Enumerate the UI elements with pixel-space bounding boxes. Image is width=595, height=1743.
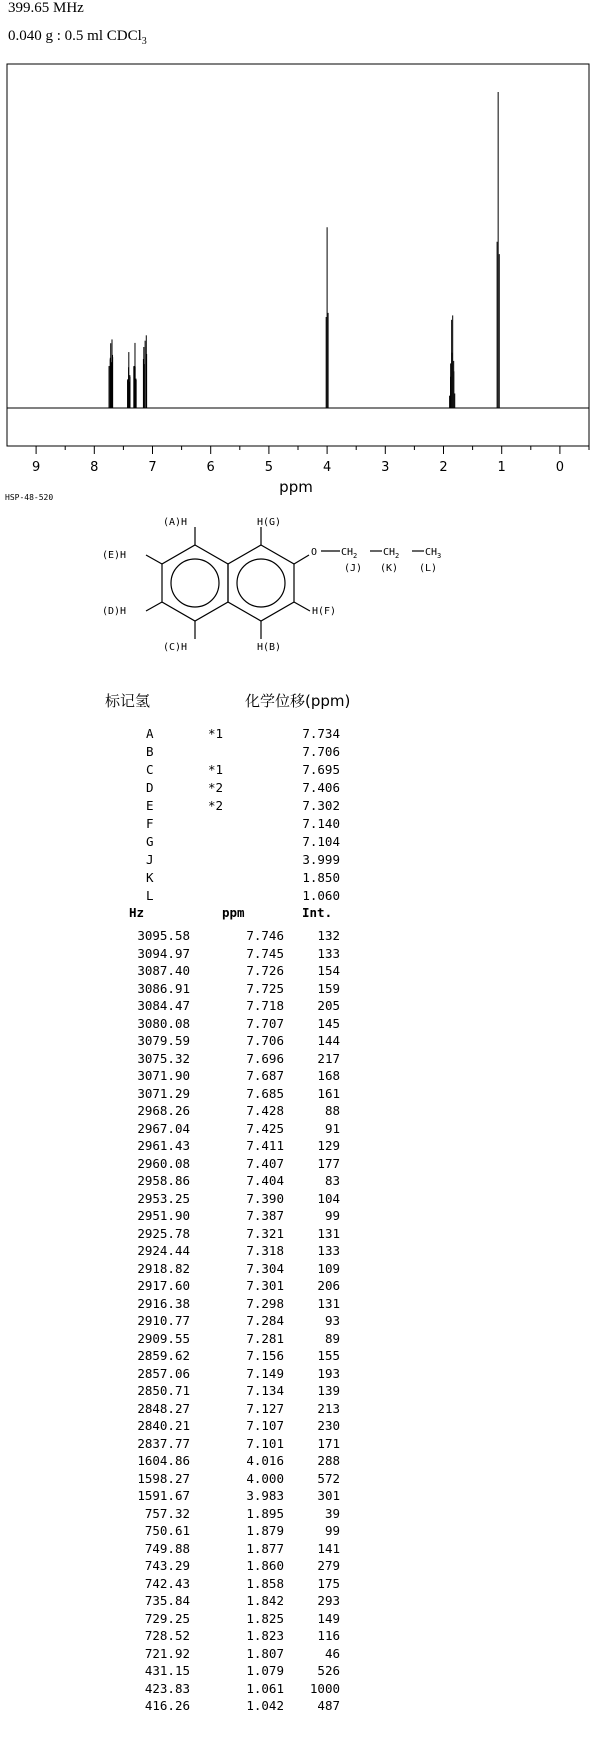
peak-row [0,1593,595,1611]
peak-ppm: 1.842 [246,1593,284,1608]
peak-ppm: 7.428 [246,1103,284,1118]
peak-hz: 2968.26 [137,1103,190,1118]
peak-hz: 431.15 [144,1663,190,1678]
peak-hz: 2859.62 [137,1348,190,1363]
peak-ppm: 7.725 [246,980,284,996]
assignment-label: G [146,834,154,849]
peak-ppm: 3.983 [246,1488,284,1503]
peak-ppm: 7.696 [246,1050,284,1066]
peak-hz: 2909.55 [137,1330,190,1346]
x-tick-label: 4 [322,460,332,475]
peak-intensity: 133 [317,945,340,961]
x-tick-label: 1 [497,460,506,475]
peak-hz: 757.32 [144,1505,190,1521]
assignment-row [0,798,595,816]
peak-hz: 743.29 [144,1558,190,1573]
peak-ppm: 7.156 [246,1348,284,1363]
peak-intensity: 205 [317,998,340,1013]
peak-ppm: 7.390 [246,1190,284,1206]
x-tick-label: 7 [148,460,157,475]
peak-ppm: 7.101 [246,1435,284,1451]
assignment-shift: 7.302 [302,798,340,813]
peak-ppm: 7.687 [246,1068,284,1083]
peak-hz: 2925.78 [137,1225,190,1241]
peak-hz: 1598.27 [137,1470,190,1486]
peak-row [0,1628,595,1646]
peak-intensity: 149 [317,1610,340,1626]
assignment-row [0,870,595,888]
label-ch3-l [425,547,441,560]
peak-intensity: 139 [317,1383,340,1398]
peak-series [109,92,499,408]
assignment-row [0,834,595,852]
x-axis-ticks [32,446,589,475]
x-tick-label: 2 [439,460,448,475]
peak-intensity: 145 [317,1015,340,1031]
peak-ppm: 7.304 [246,1260,284,1276]
label-e-h: (E)H [102,550,127,561]
peak-ppm: 7.718 [246,998,284,1013]
peak-intensity: 91 [324,1120,340,1136]
assignment-shift: 7.695 [302,762,340,777]
peak-hz: 729.25 [144,1610,190,1626]
peak-hz: 2951.90 [137,1208,190,1223]
x-tick-label: 0 [555,460,565,475]
peak-intensity: 133 [317,1243,340,1258]
assignment-mark: *1 [208,726,224,741]
peak-hz: 2960.08 [137,1155,190,1171]
label-h-g: H(G) [257,517,282,528]
peak-hz: 749.88 [144,1540,190,1556]
peak-intensity: 159 [317,980,340,996]
peak-hz: 3086.91 [137,980,190,996]
peak-row [0,1331,595,1349]
label-c-h: (C)H [163,642,188,653]
peak-intensity: 88 [324,1103,340,1118]
peak-ppm: 7.404 [246,1173,284,1188]
assignment-row [0,762,595,780]
peak-row [0,1243,595,1261]
spectrometer-frequency: 399.65 MHz [8,0,84,16]
peak-hz: 423.83 [144,1680,190,1696]
peak-ppm: 7.321 [246,1225,284,1241]
peak-ppm: 7.407 [246,1155,284,1171]
peak-row [0,1033,595,1051]
peak-intensity: 39 [324,1505,340,1521]
assignment-shift: 7.406 [302,780,340,795]
label-a-h: (A)H [163,517,188,528]
peak-row [0,1663,595,1681]
plot-frame [7,64,589,446]
peak-intensity: 132 [317,928,340,943]
peak-intensity: 279 [317,1558,340,1573]
molecule-structure [95,505,495,665]
int-header: Int. [302,905,333,920]
peak-ppm: 7.726 [246,963,284,978]
assignment-label: L [146,888,154,903]
label-ch2-k-main: CH [383,547,396,558]
assignment-label: A [146,726,154,741]
label-ch2-j-sub: 2 [353,552,358,560]
peak-row [0,1436,595,1454]
peak-row [0,1611,595,1629]
peak-row [0,1173,595,1191]
assignment-row [0,744,595,762]
assignment-shift: 1.850 [302,870,340,885]
peak-row [0,1506,595,1524]
peak-row [0,1051,595,1069]
peak-ppm: 7.127 [246,1400,284,1416]
peak-intensity: 141 [317,1540,340,1556]
assignment-row [0,888,595,906]
peak-ppm: 1.877 [246,1540,284,1556]
peak-ppm: 1.825 [246,1610,284,1626]
peak-row [0,1261,595,1279]
peak-intensity: 99 [324,1208,340,1223]
peak-intensity: 171 [317,1435,340,1451]
peak-row [0,1068,595,1086]
x-axis-label: ppm [279,478,313,496]
peak-row [0,1558,595,1576]
peak-row [0,1681,595,1699]
peak-hz: 1604.86 [137,1453,190,1468]
peak-hz: 2918.82 [137,1260,190,1276]
nmr-spectrum-chart [0,0,595,500]
label-ch2-j [341,547,357,560]
assignment-shift: 7.140 [302,816,340,831]
peak-intensity: 301 [317,1488,340,1503]
peak-ppm: 7.746 [246,928,284,943]
assignment-row [0,852,595,870]
peak-hz: 2850.71 [137,1383,190,1398]
peak-row [0,1226,595,1244]
x-tick-label: 3 [381,460,390,475]
peak-row [0,1208,595,1226]
assignment-row [0,780,595,798]
peak-row [0,1086,595,1104]
assignment-shift: 7.104 [302,834,340,849]
peak-intensity: 230 [317,1418,340,1433]
assignment-label: F [146,816,154,831]
peak-ppm: 1.807 [246,1645,284,1661]
peak-hz: 3071.29 [137,1085,190,1101]
peak-hz: 2848.27 [137,1400,190,1416]
assignment-shift-header: 化学位移(ppm) [245,692,351,710]
ring-bonds [146,527,424,639]
peak-intensity: 572 [317,1470,340,1486]
label-h-f: H(F) [312,606,337,617]
peak-ppm: 7.318 [246,1243,284,1258]
peak-row [0,1401,595,1419]
peak-ppm: 7.425 [246,1120,284,1136]
peak-hz: 2924.44 [137,1243,190,1258]
x-tick-label: 8 [90,460,99,475]
assignment-mark: *2 [208,798,224,813]
assignment-label: B [146,744,154,759]
peak-intensity: 144 [317,1033,340,1048]
peak-intensity: 293 [317,1593,340,1608]
assignment-mark: *2 [208,780,224,795]
peak-intensity: 206 [317,1278,340,1293]
peak-hz: 3095.58 [137,928,190,943]
label-ch3-l-sub: 3 [437,552,442,560]
peak-intensity: 116 [317,1628,340,1643]
assignment-label-header: 标记氢 [105,692,151,710]
label-j: (J) [344,563,363,574]
peak-row [0,1191,595,1209]
peak-row [0,1383,595,1401]
peak-hz: 1591.67 [137,1488,190,1503]
peak-intensity: 99 [324,1523,340,1538]
label-ch3-l-main: CH [425,547,438,558]
peak-intensity: 213 [317,1400,340,1416]
peak-intensity: 217 [317,1050,340,1066]
peak-row [0,981,595,999]
peak-intensity: 168 [317,1068,340,1083]
assignment-shift: 7.734 [302,726,340,741]
peak-ppm: 7.387 [246,1208,284,1223]
peak-hz: 750.61 [144,1523,190,1538]
peak-intensity: 155 [317,1348,340,1363]
label-ch2-k-sub: 2 [395,552,400,560]
peak-intensity: 109 [317,1260,340,1276]
peak-row [0,1366,595,1384]
label-oxygen: O [311,547,318,558]
peak-hz: 2910.77 [137,1313,190,1328]
assignment-label: K [146,870,154,885]
peak-intensity: 131 [317,1225,340,1241]
peak-row [0,1453,595,1471]
peak-table [0,928,595,1716]
peak-hz: 2840.21 [137,1418,190,1433]
peak-intensity: 161 [317,1085,340,1101]
peak-ppm: 1.860 [246,1558,284,1573]
peak-ppm: 1.858 [246,1575,284,1591]
peak-hz: 416.26 [144,1698,190,1713]
peak-ppm: 7.707 [246,1015,284,1031]
assignment-row [0,816,595,834]
label-ch2-k [383,547,399,560]
concentration-subscript: 3 [141,36,147,47]
peak-hz: 3075.32 [137,1050,190,1066]
peak-hz: 2916.38 [137,1295,190,1311]
peak-ppm: 1.823 [246,1628,284,1643]
assignment-label: D [146,780,154,795]
peak-intensity: 89 [324,1330,340,1346]
peak-hz: 2917.60 [137,1278,190,1293]
assignment-mark: *1 [208,762,224,777]
peak-intensity: 175 [317,1575,340,1591]
label-ch2-j-main: CH [341,547,354,558]
assignment-shift: 7.706 [302,744,340,759]
peak-row [0,1016,595,1034]
peak-row [0,1156,595,1174]
peak-row [0,1138,595,1156]
peak-row [0,1698,595,1716]
peak-ppm: 7.301 [246,1278,284,1293]
peak-row [0,1278,595,1296]
peak-hz: 3080.08 [137,1015,190,1031]
peak-hz: 2967.04 [137,1120,190,1136]
peak-ppm: 7.107 [246,1418,284,1433]
peak-intensity: 1000 [309,1680,340,1696]
label-d-h: (D)H [102,606,127,617]
assignment-label: C [146,762,154,777]
peak-ppm: 7.411 [246,1138,284,1153]
x-tick-label: 6 [206,460,215,475]
peak-intensity: 93 [324,1313,340,1328]
peak-intensity: 487 [317,1698,340,1713]
assignment-label: J [146,852,154,867]
peak-row [0,1313,595,1331]
peak-row [0,1523,595,1541]
hz-header: Hz [129,905,145,920]
peak-intensity: 177 [317,1155,340,1171]
label-k: (K) [380,563,399,574]
assignment-shift: 3.999 [302,852,340,867]
peak-ppm: 7.298 [246,1295,284,1311]
peak-hz: 2837.77 [137,1435,190,1451]
assignment-row [0,726,595,744]
peak-ppm: 1.895 [246,1505,284,1521]
concentration-text: 0.040 g : 0.5 ml CDCl [8,28,142,44]
peak-hz: 3071.90 [137,1068,190,1083]
peak-row [0,1541,595,1559]
peak-row [0,1348,595,1366]
peak-row [0,1296,595,1314]
peak-ppm: 4.016 [246,1453,284,1468]
peak-intensity: 288 [317,1453,340,1468]
peak-ppm: 7.281 [246,1330,284,1346]
peak-row [0,1488,595,1506]
assignment-table [0,726,595,906]
x-tick-label: 9 [31,460,41,475]
peak-intensity: 131 [317,1295,340,1311]
peak-row [0,928,595,946]
label-h-b: H(B) [257,642,282,653]
ppm-header: ppm [222,905,245,920]
peak-hz: 721.92 [144,1645,190,1661]
peak-ppm: 1.061 [246,1680,284,1696]
peak-row [0,963,595,981]
peak-intensity: 104 [317,1190,340,1206]
peak-hz: 3094.97 [137,945,190,961]
peak-ppm: 7.745 [246,945,284,961]
peak-intensity: 129 [317,1138,340,1153]
peak-hz: 2953.25 [137,1190,190,1206]
peak-intensity: 526 [317,1663,340,1678]
peak-ppm: 7.706 [246,1033,284,1048]
peak-row [0,1646,595,1664]
peak-hz: 742.43 [144,1575,190,1591]
sample-code: HSP-48-520 [5,493,54,502]
peak-row [0,1103,595,1121]
peak-ppm: 1.079 [246,1663,284,1678]
peak-ppm: 7.685 [246,1085,284,1101]
peak-intensity: 154 [317,963,340,978]
peak-row [0,1121,595,1139]
peak-row [0,1418,595,1436]
peak-ppm: 7.134 [246,1383,284,1398]
peak-intensity: 46 [324,1645,340,1661]
peak-row [0,946,595,964]
peak-hz: 2961.43 [137,1138,190,1153]
peak-hz: 3079.59 [137,1033,190,1048]
peak-row [0,1471,595,1489]
peak-hz: 3087.40 [137,963,190,978]
peak-hz: 728.52 [144,1628,190,1643]
label-l: (L) [419,563,438,574]
peak-intensity: 193 [317,1365,340,1381]
peak-ppm: 1.879 [246,1523,284,1538]
peak-ppm: 4.000 [246,1470,284,1486]
peak-row [0,998,595,1016]
peak-hz: 3084.47 [137,998,190,1013]
peak-ppm: 1.042 [246,1698,284,1713]
peak-ppm: 7.284 [246,1313,284,1328]
peak-intensity: 83 [324,1173,340,1188]
peak-hz: 735.84 [144,1593,190,1608]
x-tick-label: 5 [264,460,274,475]
peak-ppm: 7.149 [246,1365,284,1381]
peak-hz: 2958.86 [137,1173,190,1188]
peak-hz: 2857.06 [137,1365,190,1381]
assignment-label: E [146,798,154,813]
peak-row [0,1576,595,1594]
assignment-shift: 1.060 [302,888,340,903]
